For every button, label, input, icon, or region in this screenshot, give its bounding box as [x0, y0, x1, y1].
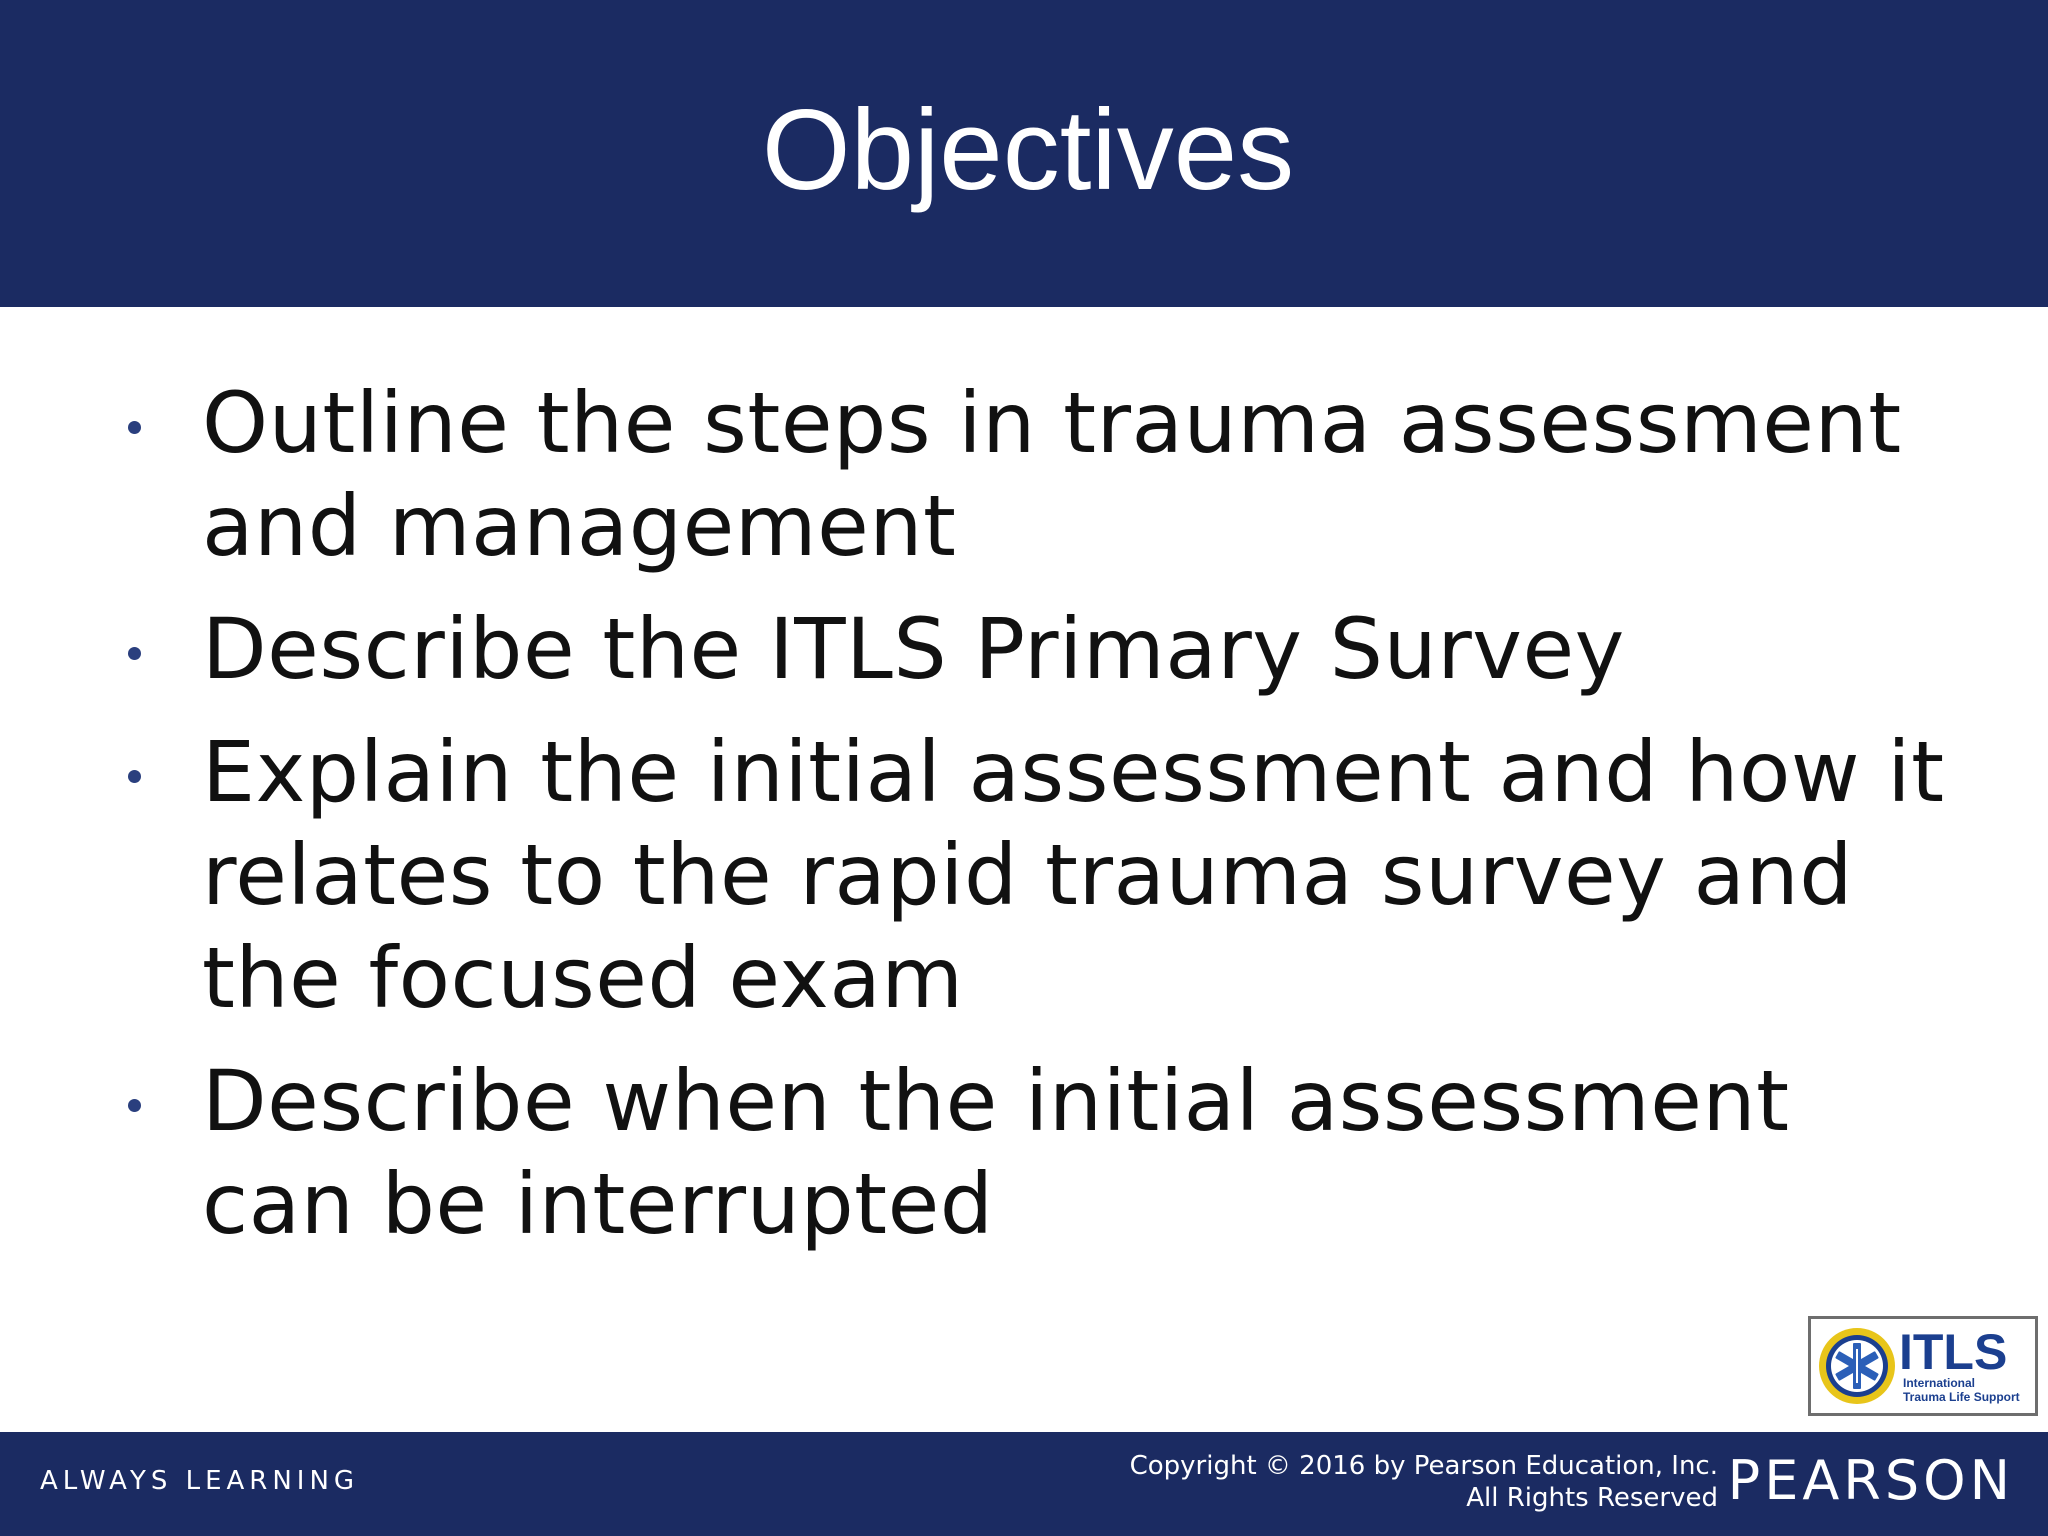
bullet-text: Describe when the initial assessment	[202, 1052, 1790, 1150]
copyright-line-1: Copyright © 2016 by Pearson Education, Inc.	[1129, 1451, 1718, 1481]
bullet-text: and management	[202, 477, 957, 575]
itls-logo	[1808, 1316, 2038, 1416]
logo-line-2: Trauma Life Support	[1903, 1390, 2020, 1404]
logo-line-1: International	[1903, 1376, 1976, 1390]
itls-logo-graphic	[1811, 1319, 2035, 1413]
bullet-item	[124, 598, 2004, 701]
footer-copyright	[1130, 1450, 1718, 1514]
footer-bar	[0, 1432, 2048, 1536]
pearson-logo: PEARSON	[1727, 1449, 2014, 1512]
bullet-icon	[128, 1099, 141, 1112]
title-bar	[0, 0, 2048, 307]
bullet-text: Explain the initial assessment and how it	[202, 723, 1945, 821]
objectives-list	[124, 372, 2004, 1276]
bullet-text: Outline the steps in trauma assessment	[202, 374, 1902, 472]
copyright-line-2: All Rights Reserved	[1466, 1483, 1718, 1513]
bullet-text: can be interrupted	[202, 1155, 994, 1253]
slide-title: Objectives	[761, 86, 1295, 214]
bullet-item	[124, 721, 2004, 1030]
footer-tagline: ALWAYS LEARNING	[40, 1466, 360, 1496]
bullet-item	[124, 372, 2004, 578]
bullet-text: the focused exam	[202, 929, 964, 1027]
logo-wordmark: ITLS	[1899, 1324, 2008, 1380]
bullet-icon	[128, 770, 141, 783]
bullet-text: Describe the ITLS Primary Survey	[202, 600, 1625, 698]
bullet-icon	[128, 421, 141, 434]
bullet-text: relates to the rapid trauma survey and	[202, 826, 1854, 924]
bullet-icon	[128, 647, 141, 660]
bullet-item	[124, 1050, 2004, 1256]
